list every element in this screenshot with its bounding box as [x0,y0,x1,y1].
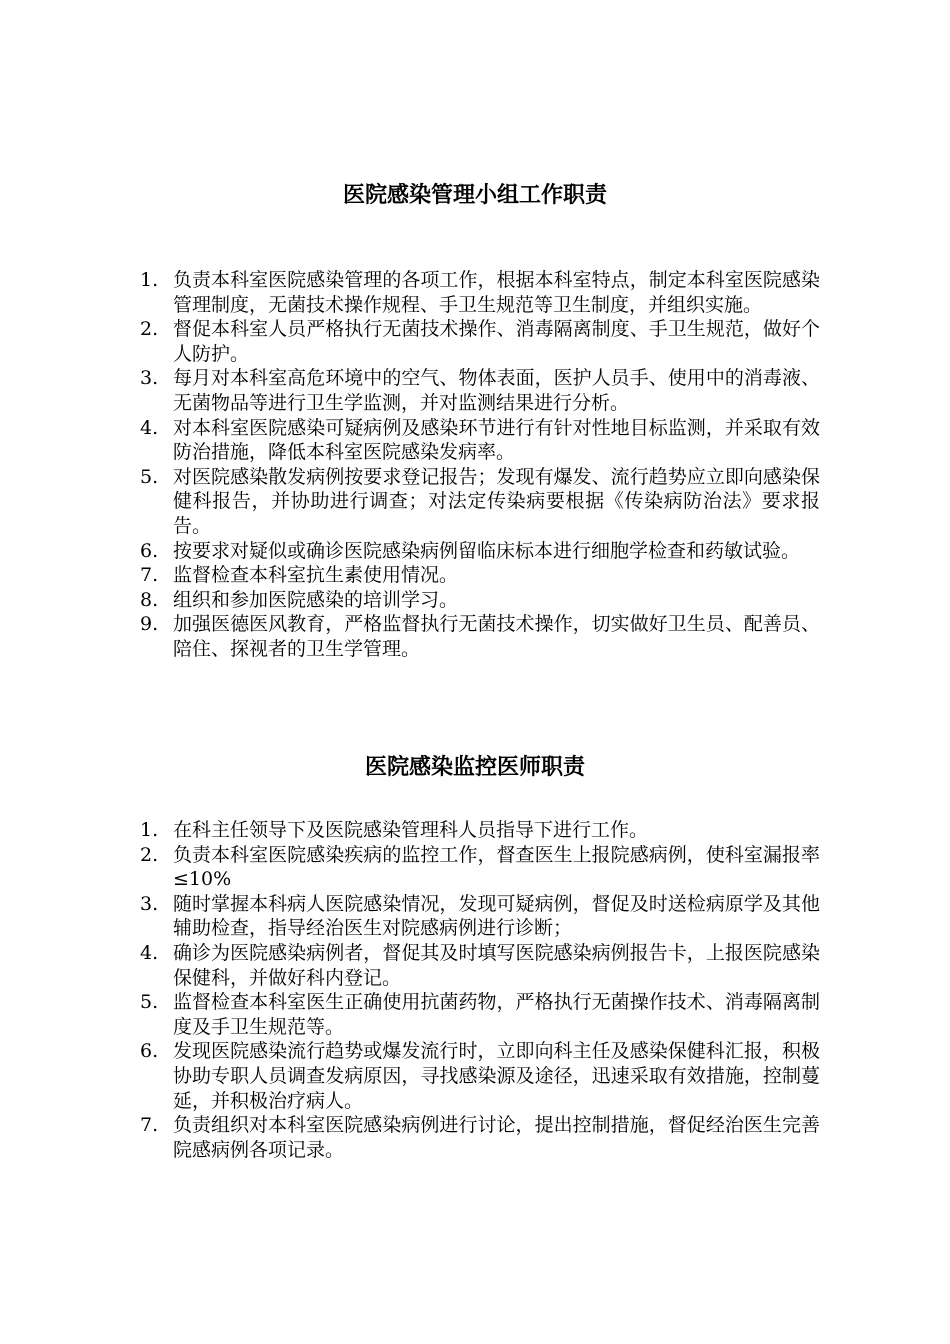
item-number: 7. [140,564,159,587]
item-number: 6. [140,1040,159,1063]
item-text: 对本科室医院感染可疑病例及感染环节进行有针对性地目标监测，并采取有效防治措施，降低本科室医院感染发病率。 [173,416,820,464]
section-title-infection-management-group: 医院感染管理小组工作职责 [342,182,607,208]
list-item [140,465,820,539]
item-text: 每月对本科室高危环境中的空气、物体表面，医护人员手、使用中的消毒液、无菌物品等进行卫生学监测，并对监测结果进行分析。 [173,367,820,414]
item-number: 2. [140,318,159,341]
item-text: 随时掌握本科病人医院感染情况，发现可疑病例，督促及时送检病原学及其他辅助检查，指导经治医生对院感病例进行诊断； [173,892,820,940]
item-number: 3. [140,367,159,390]
list-item [140,892,820,941]
item-number: 5. [140,991,159,1014]
list-item [140,539,820,564]
item-text: 对医院感染散发病例按要求登记报告；发现有爆发、流行趋势应立即向感染保健科报告，并协助进行调查；对法定传染病要根据《传染病防治法》要求报告。 [173,465,820,537]
list-item [140,843,820,892]
item-number: 1. [140,269,159,291]
list-item [140,416,820,465]
item-text: 发现医院感染流行趋势或爆发流行时，立即向科主任及感染保健科汇报，积极协助专职人员调查发病原因，寻找感染源及途径，迅速采取有效措施，控制蔓延，并积极治疗病人。 [173,1040,820,1112]
item-number: 8. [140,588,159,611]
list-item [140,366,820,415]
list-item [140,563,820,588]
item-text: 负责组织对本科室医院感染病例进行讨论，提出控制措施，督促经治医生完善院感病例各项记录。 [173,1114,820,1161]
item-text: 负责本科室医院感染疾病的监控工作，督查医生上报院感病例，使科室漏报率≤10% [173,843,820,891]
list-item [140,317,820,366]
item-number: 4. [140,416,159,439]
duty-list-infection-monitoring-physician [140,818,820,1162]
item-number: 6. [140,539,159,562]
item-number: 2. [140,843,159,866]
item-text: 督促本科室人员严格执行无菌技术操作、消毒隔离制度、手卫生规范，做好个人防护。 [173,318,820,365]
item-text: 监督检查本科室医生正确使用抗菌药物，严格执行无菌操作技术、消毒隔离制度及手卫生规范等。 [173,991,820,1038]
duty-list-infection-management-group [140,268,820,662]
list-item [140,588,820,613]
item-text: 组织和参加医院感染的培训学习。 [173,588,459,611]
list-item [140,941,820,990]
item-text: 确诊为医院感染病例者，督促其及时填写医院感染病例报告卡，上报医院感染保健科，并做好科内登记。 [173,941,820,989]
list-item [140,1039,820,1113]
item-text: 按要求对疑似或确诊医院感染病例留临床标本进行细胞学检查和药敏试验。 [173,539,801,562]
item-number: 1. [140,819,159,841]
list-item [140,1113,820,1162]
list-item [140,990,820,1039]
item-text: 在科主任领导下及医院感染管理科人员指导下进行工作。 [173,819,649,841]
item-number: 3. [140,892,159,915]
item-number: 5. [140,465,159,488]
item-number: 7. [140,1114,159,1137]
list-item [140,612,820,661]
item-text: 监督检查本科室抗生素使用情况。 [173,564,459,587]
item-number: 9. [140,613,159,636]
item-text: 加强医德医风教育，严格监督执行无菌技术操作，切实做好卫生员、配善员、陪住、探视者的卫生学管理。 [173,613,820,660]
section-title-infection-monitoring-physician: 医院感染监控医师职责 [364,754,585,780]
item-text: 负责本科室医院感染管理的各项工作，根据本科室特点，制定本科室医院感染管理制度，无菌技术操作规程、手卫生规范等卫生制度，并组织实施。 [173,269,820,316]
item-number: 4. [140,941,159,964]
list-item [140,268,820,317]
list-item [140,818,820,843]
